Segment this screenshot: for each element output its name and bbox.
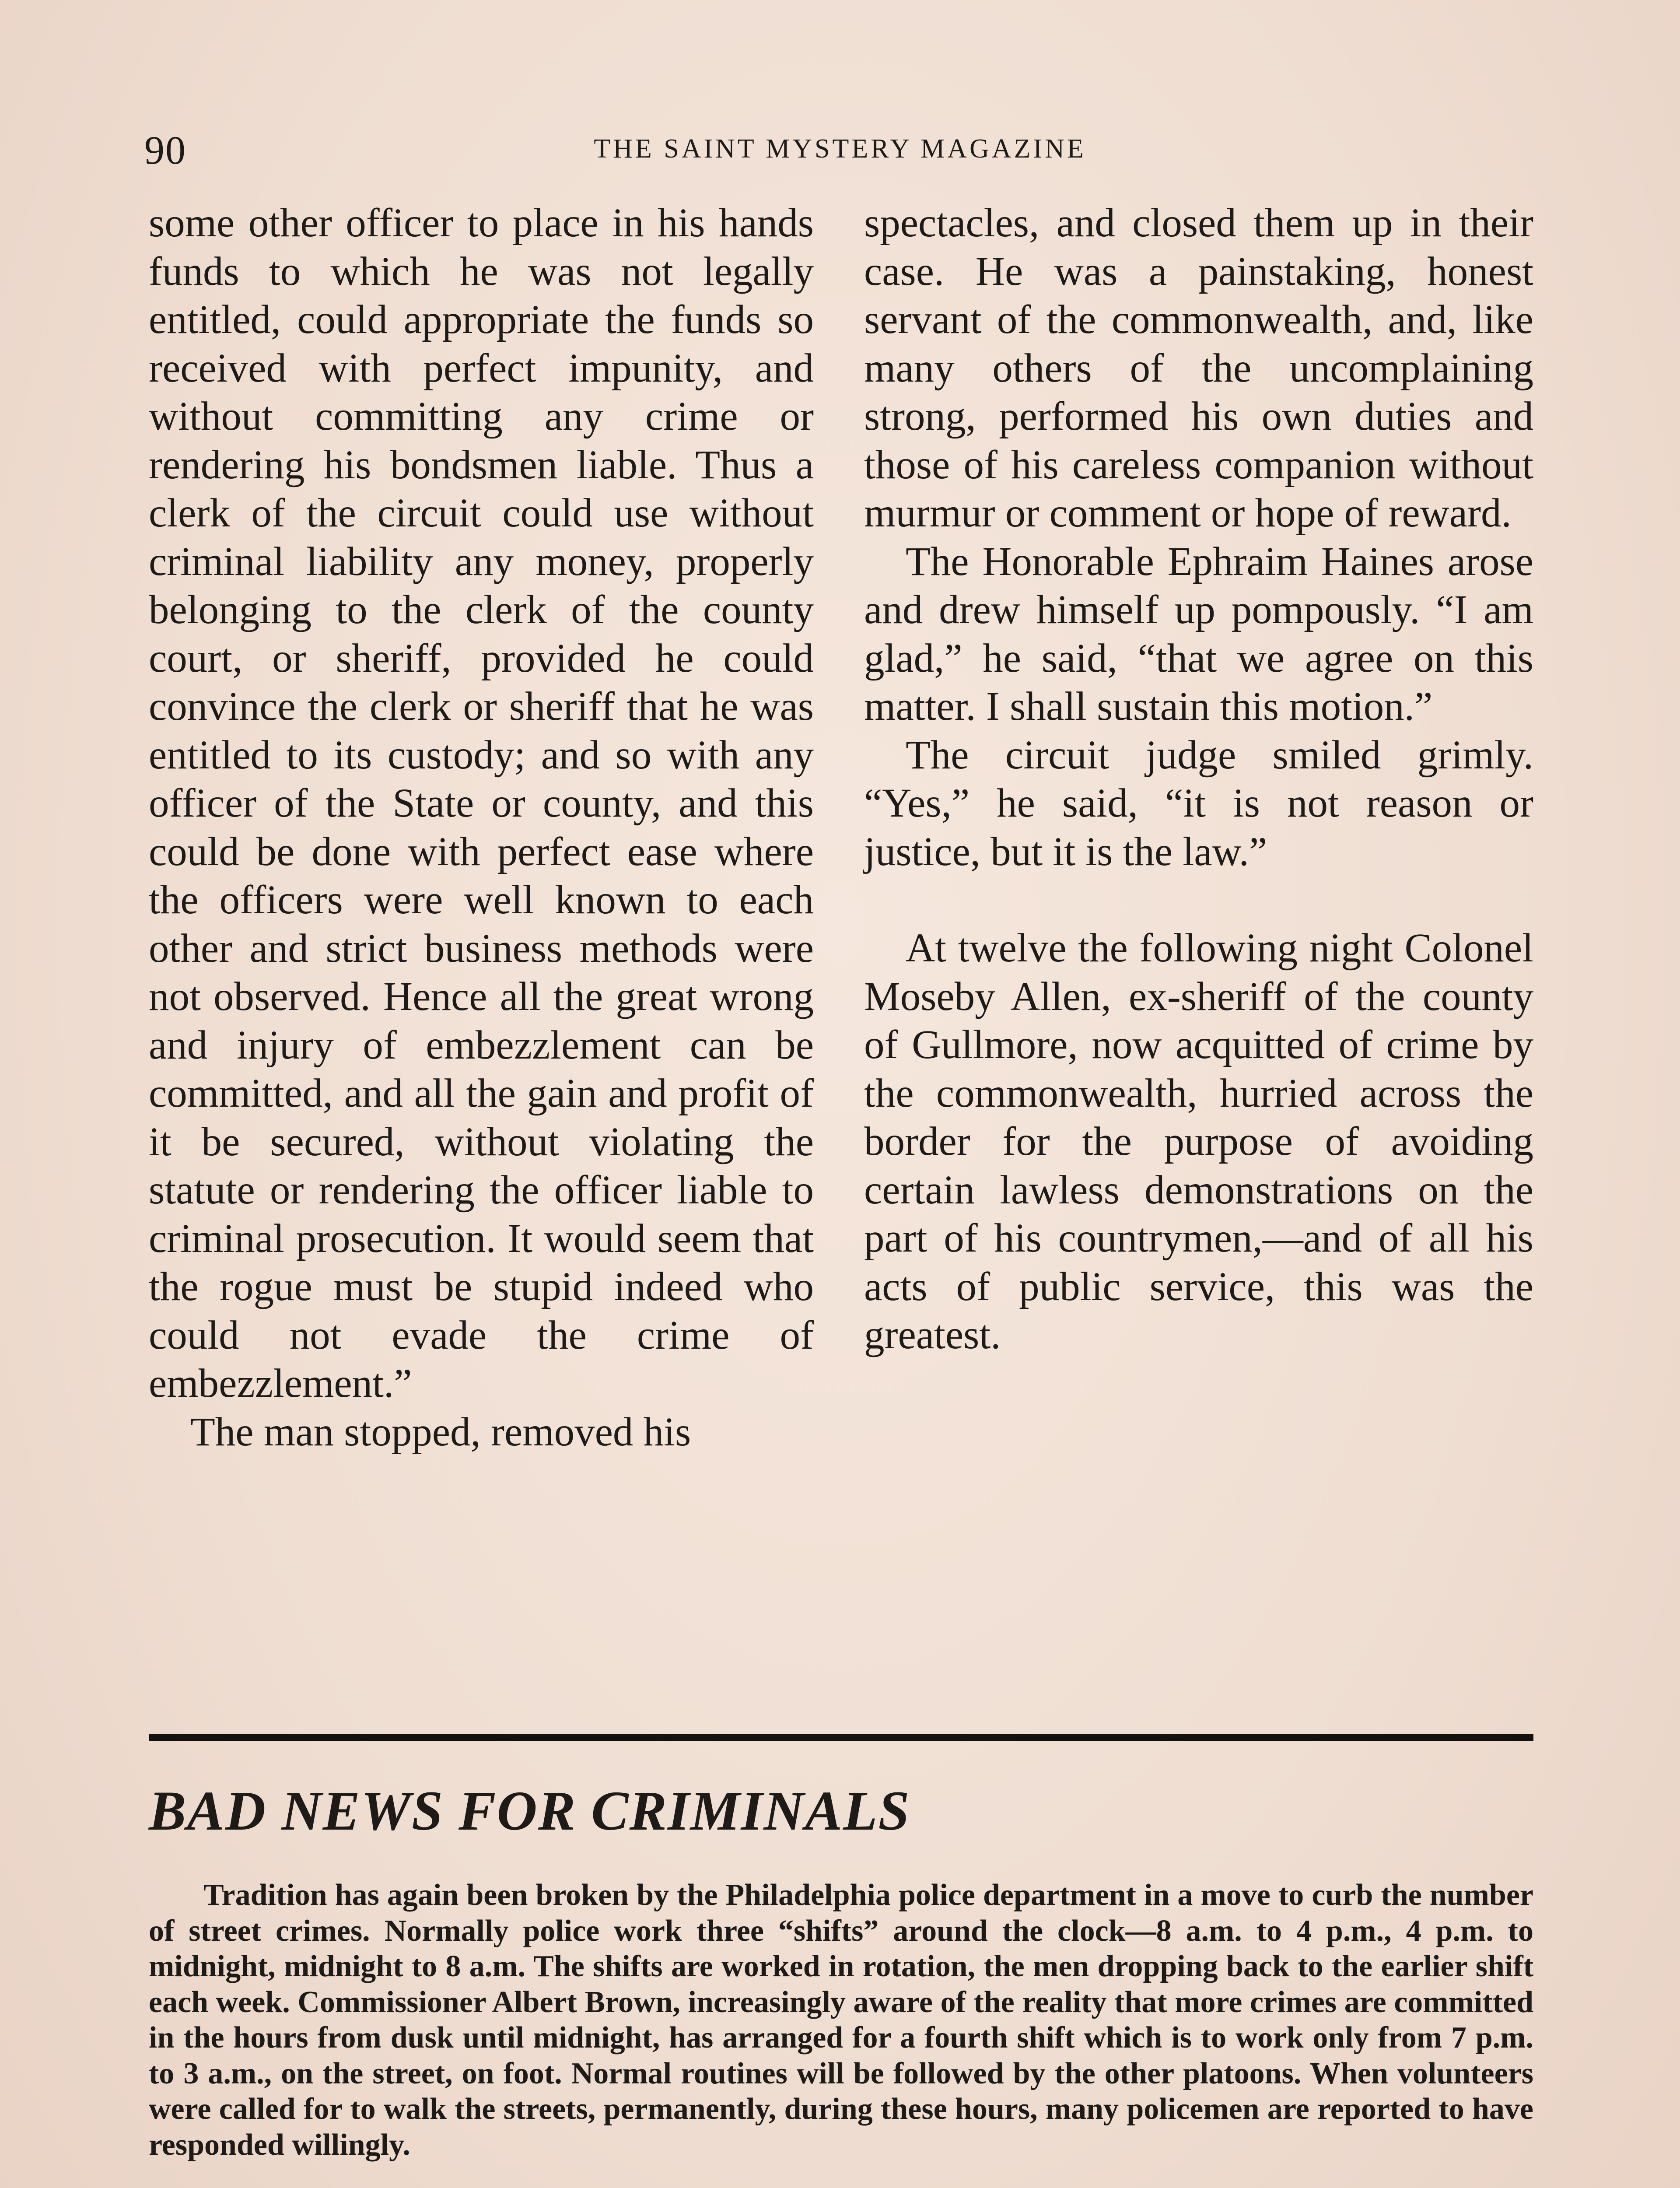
- story-left-column: [149, 199, 814, 1456]
- sidebar-body: Tradition has again been broken by the Philadelphia police department in a move to curb the number of street crimes. Normally police work three “shifts” around the clock—8 a.m. to 4 p.m., 4 p.m. to midnight, midnight to 8 a.m. The shifts are worked in rotation, the men dropping back to the earlier shift each week. Commissioner Albert Brown, increasingly aware of the reality that more crimes are committed in the hours from dusk until midnight, has arranged for a fourth shift which is to work only from 7 p.m. to 3 a.m., on the street, on foot. Normal routines will be followed by the other platoons. When volunteers were called for to walk the streets, permanently, during these hours, many policemen are reported to have responded willingly.: [149, 1878, 1533, 2162]
- sidebar-title: BAD NEWS FOR CRIMINALS: [149, 1780, 910, 1842]
- story-paragraph: The Honorable Ephraim Haines arose and drew himself up pompously. “I am glad,” he said, “that we agree on this matter. I shall sustain this motion.”: [864, 539, 1533, 729]
- page-number: 90: [144, 128, 186, 172]
- story-paragraph: spectacles, and closed them up in their case. He was a painstaking, honest servant of the commonwealth, and, like many others of the uncomplaining strong, performed his own duties and those of his careless companion without murmur or comment or hope of reward.: [864, 200, 1533, 536]
- running-head: THE SAINT MYSTERY MAGAZINE: [594, 134, 1086, 164]
- story-paragraph: some other officer to place in his hands funds to which he was not legally entitled, could appropriate the funds so received with perfect impunity, and without committing any crime or rendering his bondsmen liable. Thus a clerk of the circuit could use without criminal liability any money, properly belonging to the clerk of the county court, or sheriff, provided he could convince the clerk or sheriff that he was entitled to its custody; and so with any officer of the State or county, and this could be done with perfect ease where the officers were well known to each other and strict business methods were not observed. Hence all the great wrong and injury of embezzlement can be committed, and all the gain and profit of it be secured, without violating the statute or rendering the officer liable to criminal prosecution. It would seem that the rogue must be stupid indeed who could not evade the crime of embezzlement.”: [149, 200, 814, 1406]
- story-paragraph: The man stopped, removed his: [190, 1409, 691, 1455]
- story-paragraph: The circuit judge smiled grimly. “Yes,” he said, “it is not reason or justice, but it is the law.”: [864, 732, 1533, 874]
- section-divider-rule: [149, 1734, 1533, 1741]
- story-right-column: [864, 199, 1533, 1360]
- story-paragraph: At twelve the following night Colonel Moseby Allen, ex-sheriff of the county of Gullmore, now acquitted of crime by the commonwealth, hurried across the border for the purpose of avoiding certain lawless demonstrations on the part of his countrymen,—and of all his acts of public service, this was the greatest.: [864, 926, 1533, 1357]
